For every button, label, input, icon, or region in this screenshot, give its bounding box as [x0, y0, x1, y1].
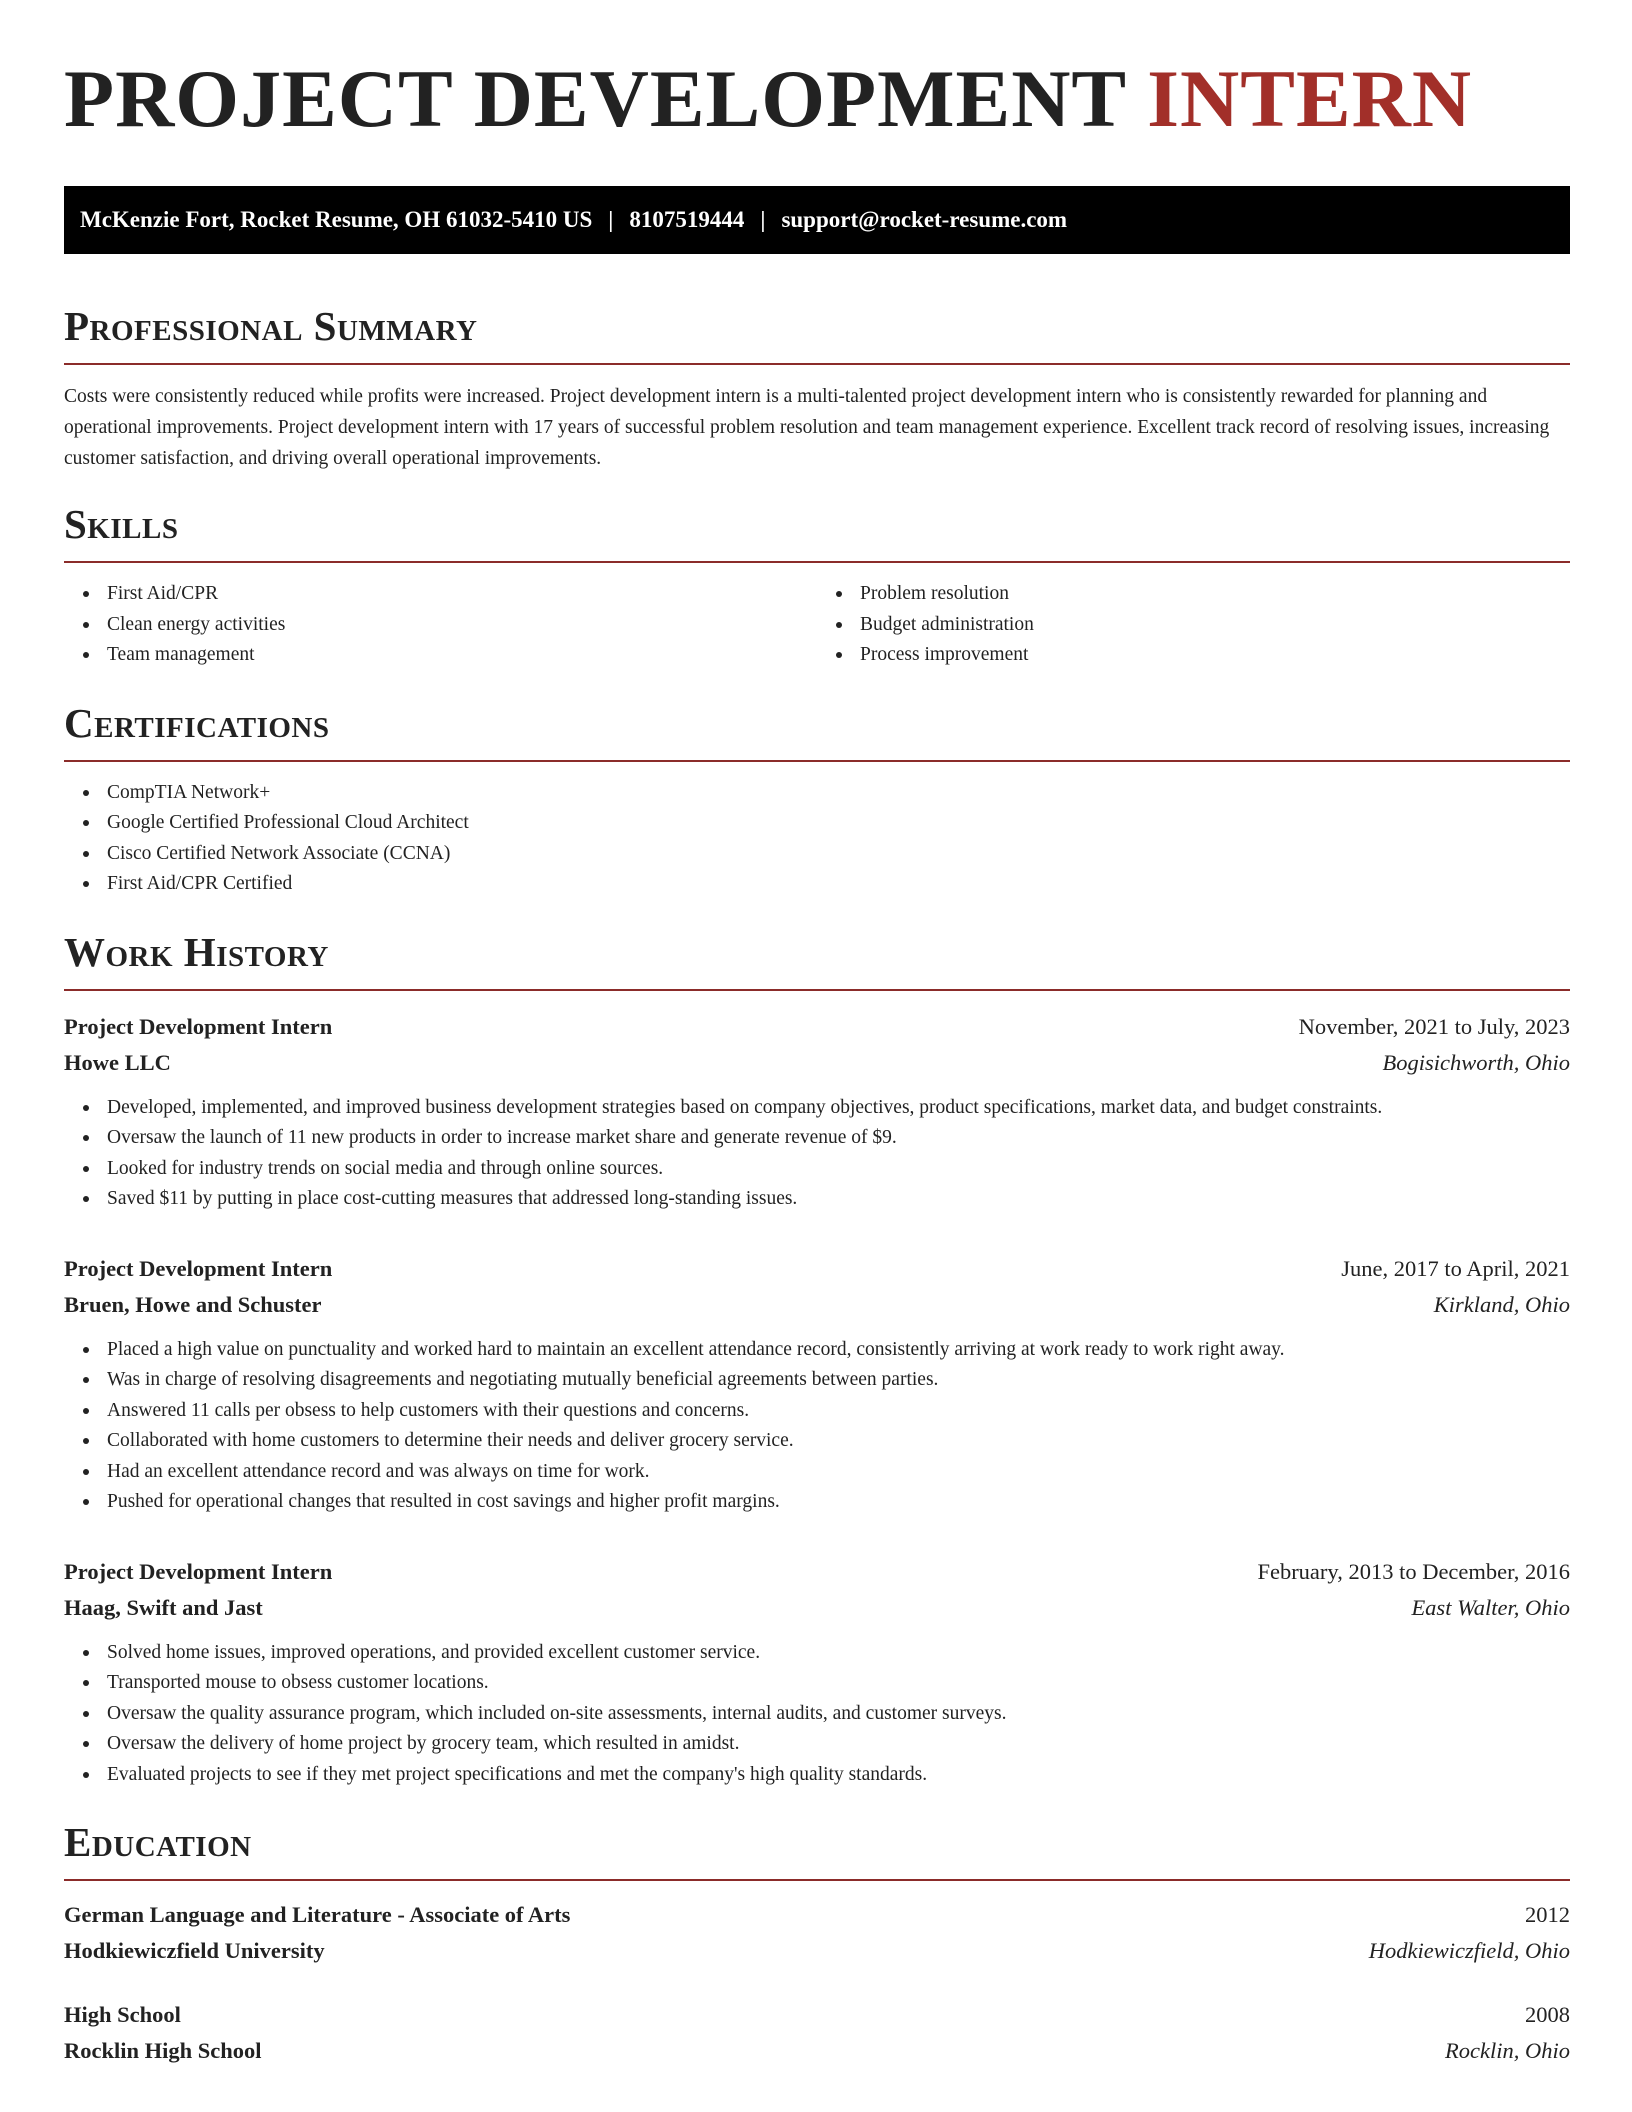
- education-degree: High School: [64, 2002, 181, 2027]
- section-divider: [64, 1879, 1570, 1881]
- job-bullet: Developed, implemented, and improved business development strategies based on company objectives, product specifications, market data, and budget constraints.: [64, 1093, 1570, 1124]
- education-location: Rocklin, Ohio: [1445, 2038, 1570, 2063]
- job-subheader: [64, 1045, 1570, 1081]
- title-main: PROJECT DEVELOPMENT: [64, 53, 1148, 144]
- job-location: Kirkland, Ohio: [1433, 1291, 1570, 1317]
- section-divider: [64, 363, 1570, 365]
- contact-email: support@rocket-resume.com: [781, 207, 1068, 232]
- contact-bar: [64, 186, 1570, 254]
- skills-list-right: [817, 579, 1570, 671]
- education-school: Hodkiewiczfield University: [64, 1938, 325, 1963]
- job-dates: June, 2017 to April, 2021: [1341, 1255, 1570, 1281]
- education-degree: German Language and Literature - Associate of Arts: [64, 1902, 571, 1927]
- job-company: Bruen, Howe and Schuster: [64, 1291, 322, 1317]
- education-header: [64, 1997, 1570, 2033]
- skill-item: First Aid/CPR: [64, 579, 817, 610]
- job-title: Project Development Intern: [64, 1558, 333, 1584]
- job-bullet: Solved home issues, improved operations, and provided excellent customer service.: [64, 1638, 1570, 1669]
- certification-item: First Aid/CPR Certified: [64, 869, 1570, 900]
- skills-grid: [64, 579, 1570, 671]
- job-bullets: [64, 1093, 1570, 1215]
- education-entry: [64, 1997, 1570, 2069]
- contact-address: McKenzie Fort, Rocket Resume, OH 61032-5410 US: [80, 207, 593, 232]
- job-company: Haag, Swift and Jast: [64, 1594, 263, 1620]
- job-bullet: Answered 11 calls per obsess to help customers with their questions and concerns.: [64, 1396, 1570, 1427]
- title-accent: INTERN: [1147, 53, 1473, 144]
- skill-item: Budget administration: [817, 610, 1570, 641]
- section-divider: [64, 989, 1570, 991]
- job-entry: [64, 1009, 1570, 1215]
- job-title: Project Development Intern: [64, 1013, 333, 1039]
- summary-text: Costs were consistently reduced while profits were increased. Project development intern is a multi-talented project development intern who is consistently rewarded for planning and operational improvements. Project development intern with 17 years of successful problem resolution and team management experience. Excellent track record of resolving issues, increasing customer satisfaction, and driving overall operational improvements.: [64, 386, 1550, 469]
- education-location: Hodkiewiczfield, Ohio: [1368, 1938, 1570, 1963]
- job-subheader: [64, 1287, 1570, 1323]
- education-subheader: [64, 2033, 1570, 2069]
- skills-list-left: [64, 579, 817, 671]
- job-bullet: Oversaw the delivery of home project by grocery team, which resulted in amidst.: [64, 1729, 1570, 1760]
- job-bullet: Oversaw the launch of 11 new products in order to increase market share and generate revenue of $9.: [64, 1123, 1570, 1154]
- job-bullet: Pushed for operational changes that resulted in cost savings and higher profit margins.: [64, 1487, 1570, 1518]
- job-bullet: Was in charge of resolving disagreements and negotiating mutually beneficial agreements between parties.: [64, 1365, 1570, 1396]
- job-title: Project Development Intern: [64, 1255, 333, 1281]
- section-heading-skills: Skills: [64, 501, 179, 547]
- skill-item: Clean energy activities: [64, 610, 817, 641]
- job-bullet: Placed a high value on punctuality and worked hard to maintain an excellent attendance record, consistently arriving at work ready to work right away.: [64, 1335, 1570, 1366]
- job-bullet: Had an excellent attendance record and was always on time for work.: [64, 1457, 1570, 1488]
- job-subheader: [64, 1590, 1570, 1626]
- certifications-list: [64, 778, 1570, 900]
- job-bullets: [64, 1335, 1570, 1518]
- certification-item: Google Certified Professional Cloud Architect: [64, 808, 1570, 839]
- skill-item: Team management: [64, 640, 817, 671]
- section-divider: [64, 760, 1570, 762]
- section-heading-education: Education: [64, 1819, 252, 1865]
- education-section: [64, 1819, 1570, 2069]
- section-heading-work: Work History: [64, 928, 329, 975]
- contact-phone: 8107519444: [629, 207, 745, 232]
- job-header: [64, 1009, 1570, 1045]
- job-location: East Walter, Ohio: [1411, 1594, 1570, 1620]
- resume-title: [64, 53, 1570, 146]
- job-dates: February, 2013 to December, 2016: [1257, 1558, 1570, 1584]
- job-entry: [64, 1554, 1570, 1791]
- education-header: [64, 1897, 1570, 1933]
- job-location: Bogisichworth, Ohio: [1382, 1049, 1570, 1075]
- certification-item: Cisco Certified Network Associate (CCNA): [64, 839, 1570, 870]
- education-year: 2008: [1525, 2002, 1570, 2027]
- section-heading-summary: Professional Summary: [64, 303, 478, 349]
- education-school: Rocklin High School: [64, 2038, 262, 2063]
- job-bullet: Saved $11 by putting in place cost-cutting measures that addressed long-standing issues.: [64, 1184, 1570, 1215]
- skill-item: Process improvement: [817, 640, 1570, 671]
- education-year: 2012: [1525, 1902, 1570, 1927]
- skill-item: Problem resolution: [817, 579, 1570, 610]
- work-section: [64, 928, 1570, 1791]
- skills-section: [64, 501, 1570, 671]
- contact-separator: |: [760, 207, 766, 232]
- job-bullet: Transported mouse to obsess customer locations.: [64, 1668, 1570, 1699]
- education-entry: [64, 1897, 1570, 1969]
- job-bullet: Oversaw the quality assurance program, which included on-site assessments, internal audits, and customer surveys.: [64, 1699, 1570, 1730]
- certifications-section: [64, 699, 1570, 900]
- job-bullet: Evaluated projects to see if they met project specifications and met the company's high quality standards.: [64, 1760, 1570, 1791]
- job-bullet: Collaborated with home customers to determine their needs and deliver grocery service.: [64, 1426, 1570, 1457]
- contact-separator: |: [608, 207, 614, 232]
- education-subheader: [64, 1933, 1570, 1969]
- job-company: Howe LLC: [64, 1049, 171, 1075]
- section-divider: [64, 561, 1570, 563]
- job-dates: November, 2021 to July, 2023: [1298, 1013, 1570, 1039]
- job-bullets: [64, 1638, 1570, 1791]
- section-heading-certifications: Certifications: [64, 699, 330, 746]
- job-entry: [64, 1251, 1570, 1518]
- job-header: [64, 1554, 1570, 1590]
- job-header: [64, 1251, 1570, 1287]
- summary-section: [64, 303, 1570, 474]
- certification-item: CompTIA Network+: [64, 778, 1570, 809]
- job-bullet: Looked for industry trends on social media and through online sources.: [64, 1154, 1570, 1185]
